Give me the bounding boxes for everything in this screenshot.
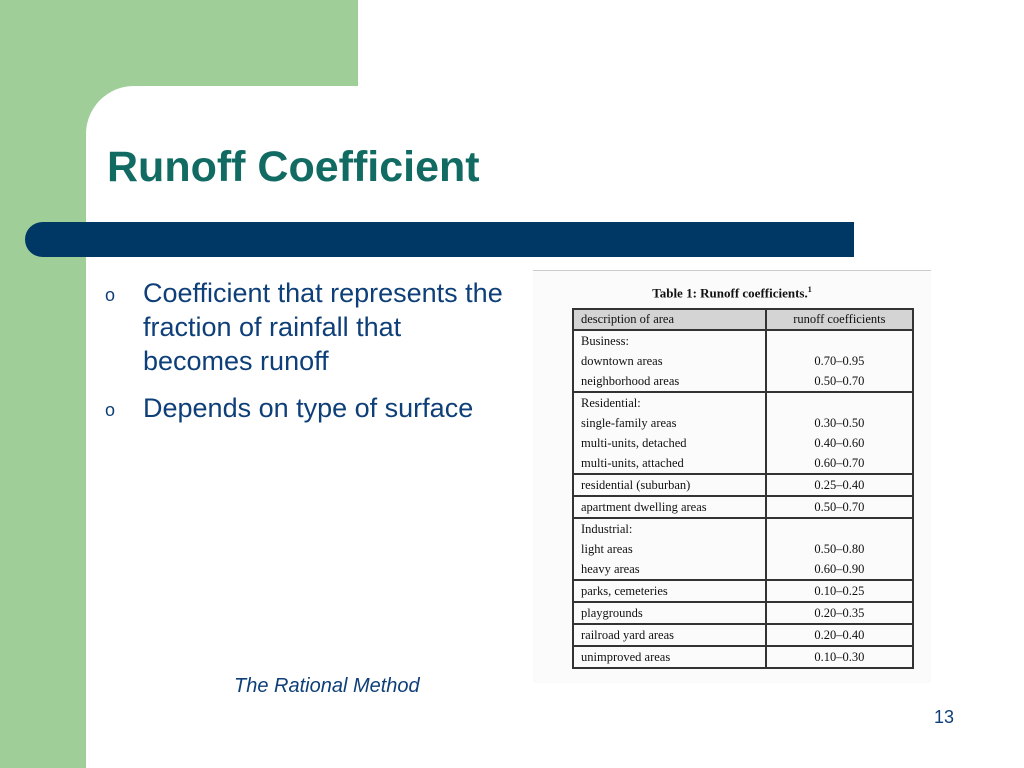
circle-bullet-icon: o	[105, 285, 116, 305]
row-description: playgrounds	[573, 602, 766, 624]
bullet-list	[105, 276, 515, 438]
row-description: apartment dwelling areas	[573, 496, 766, 518]
table-row	[573, 392, 913, 413]
row-coefficient	[766, 330, 913, 351]
row-coefficient: 0.10–0.25	[766, 580, 913, 602]
row-coefficient: 0.40–0.60	[766, 433, 913, 453]
row-coefficient: 0.10–0.30	[766, 646, 913, 668]
runoff-table-figure	[533, 270, 931, 683]
runoff-table	[572, 308, 914, 669]
table-caption	[533, 285, 931, 301]
table-row	[573, 602, 913, 624]
row-description: railroad yard areas	[573, 624, 766, 646]
table-row	[573, 624, 913, 646]
table-row	[573, 539, 913, 559]
table-row	[573, 351, 913, 371]
bullet-item	[105, 391, 515, 425]
table-row	[573, 646, 913, 668]
row-coefficient	[766, 518, 913, 539]
table-row	[573, 518, 913, 539]
row-coefficient: 0.50–0.70	[766, 371, 913, 392]
row-coefficient: 0.20–0.40	[766, 624, 913, 646]
table-row	[573, 580, 913, 602]
table-row	[573, 496, 913, 518]
row-coefficient: 0.50–0.70	[766, 496, 913, 518]
title-underline-bar	[25, 222, 854, 257]
row-coefficient: 0.50–0.80	[766, 539, 913, 559]
column-header-coefficients: runoff coefficients	[766, 309, 913, 330]
row-coefficient: 0.60–0.90	[766, 559, 913, 580]
top-right-white-area	[358, 0, 1024, 86]
row-coefficient: 0.60–0.70	[766, 453, 913, 474]
table-row	[573, 474, 913, 496]
slide-title: Runoff Coefficient	[107, 143, 480, 191]
table-caption-text: Table 1: Runoff coefficients.	[652, 285, 808, 301]
row-description: single-family areas	[573, 413, 766, 433]
table-caption-footnote: 1	[807, 285, 812, 294]
column-header-description: description of area	[573, 309, 766, 330]
row-description: multi-units, attached	[573, 453, 766, 474]
left-green-band	[0, 0, 86, 768]
table-row	[573, 433, 913, 453]
row-description: Residential:	[573, 392, 766, 413]
table-row	[573, 413, 913, 433]
page-number: 13	[934, 707, 955, 727]
row-description: Industrial:	[573, 518, 766, 539]
row-description: downtown areas	[573, 351, 766, 371]
row-description: Business:	[573, 330, 766, 351]
row-coefficient: 0.20–0.35	[766, 602, 913, 624]
row-coefficient: 0.25–0.40	[766, 474, 913, 496]
row-description: light areas	[573, 539, 766, 559]
row-coefficient	[766, 392, 913, 413]
table-row	[573, 453, 913, 474]
table-header-row	[573, 309, 913, 330]
bullet-text: Depends on type of surface	[143, 393, 474, 423]
row-description: multi-units, detached	[573, 433, 766, 453]
row-description: residential (suburban)	[573, 474, 766, 496]
table-row	[573, 559, 913, 580]
row-coefficient: 0.30–0.50	[766, 413, 913, 433]
table-row	[573, 371, 913, 392]
row-description: parks, cemeteries	[573, 580, 766, 602]
footer-label: The Rational Method	[234, 675, 420, 697]
bullet-text: Coefficient that represents the fraction of rainfall that becomes runoff	[143, 278, 503, 376]
table-body	[573, 330, 913, 668]
row-description: heavy areas	[573, 559, 766, 580]
top-green-band	[0, 0, 358, 86]
row-coefficient: 0.70–0.95	[766, 351, 913, 371]
circle-bullet-icon: o	[105, 400, 116, 420]
row-description: neighborhood areas	[573, 371, 766, 392]
row-description: unimproved areas	[573, 646, 766, 668]
table-row	[573, 330, 913, 351]
bullet-item	[105, 276, 515, 378]
